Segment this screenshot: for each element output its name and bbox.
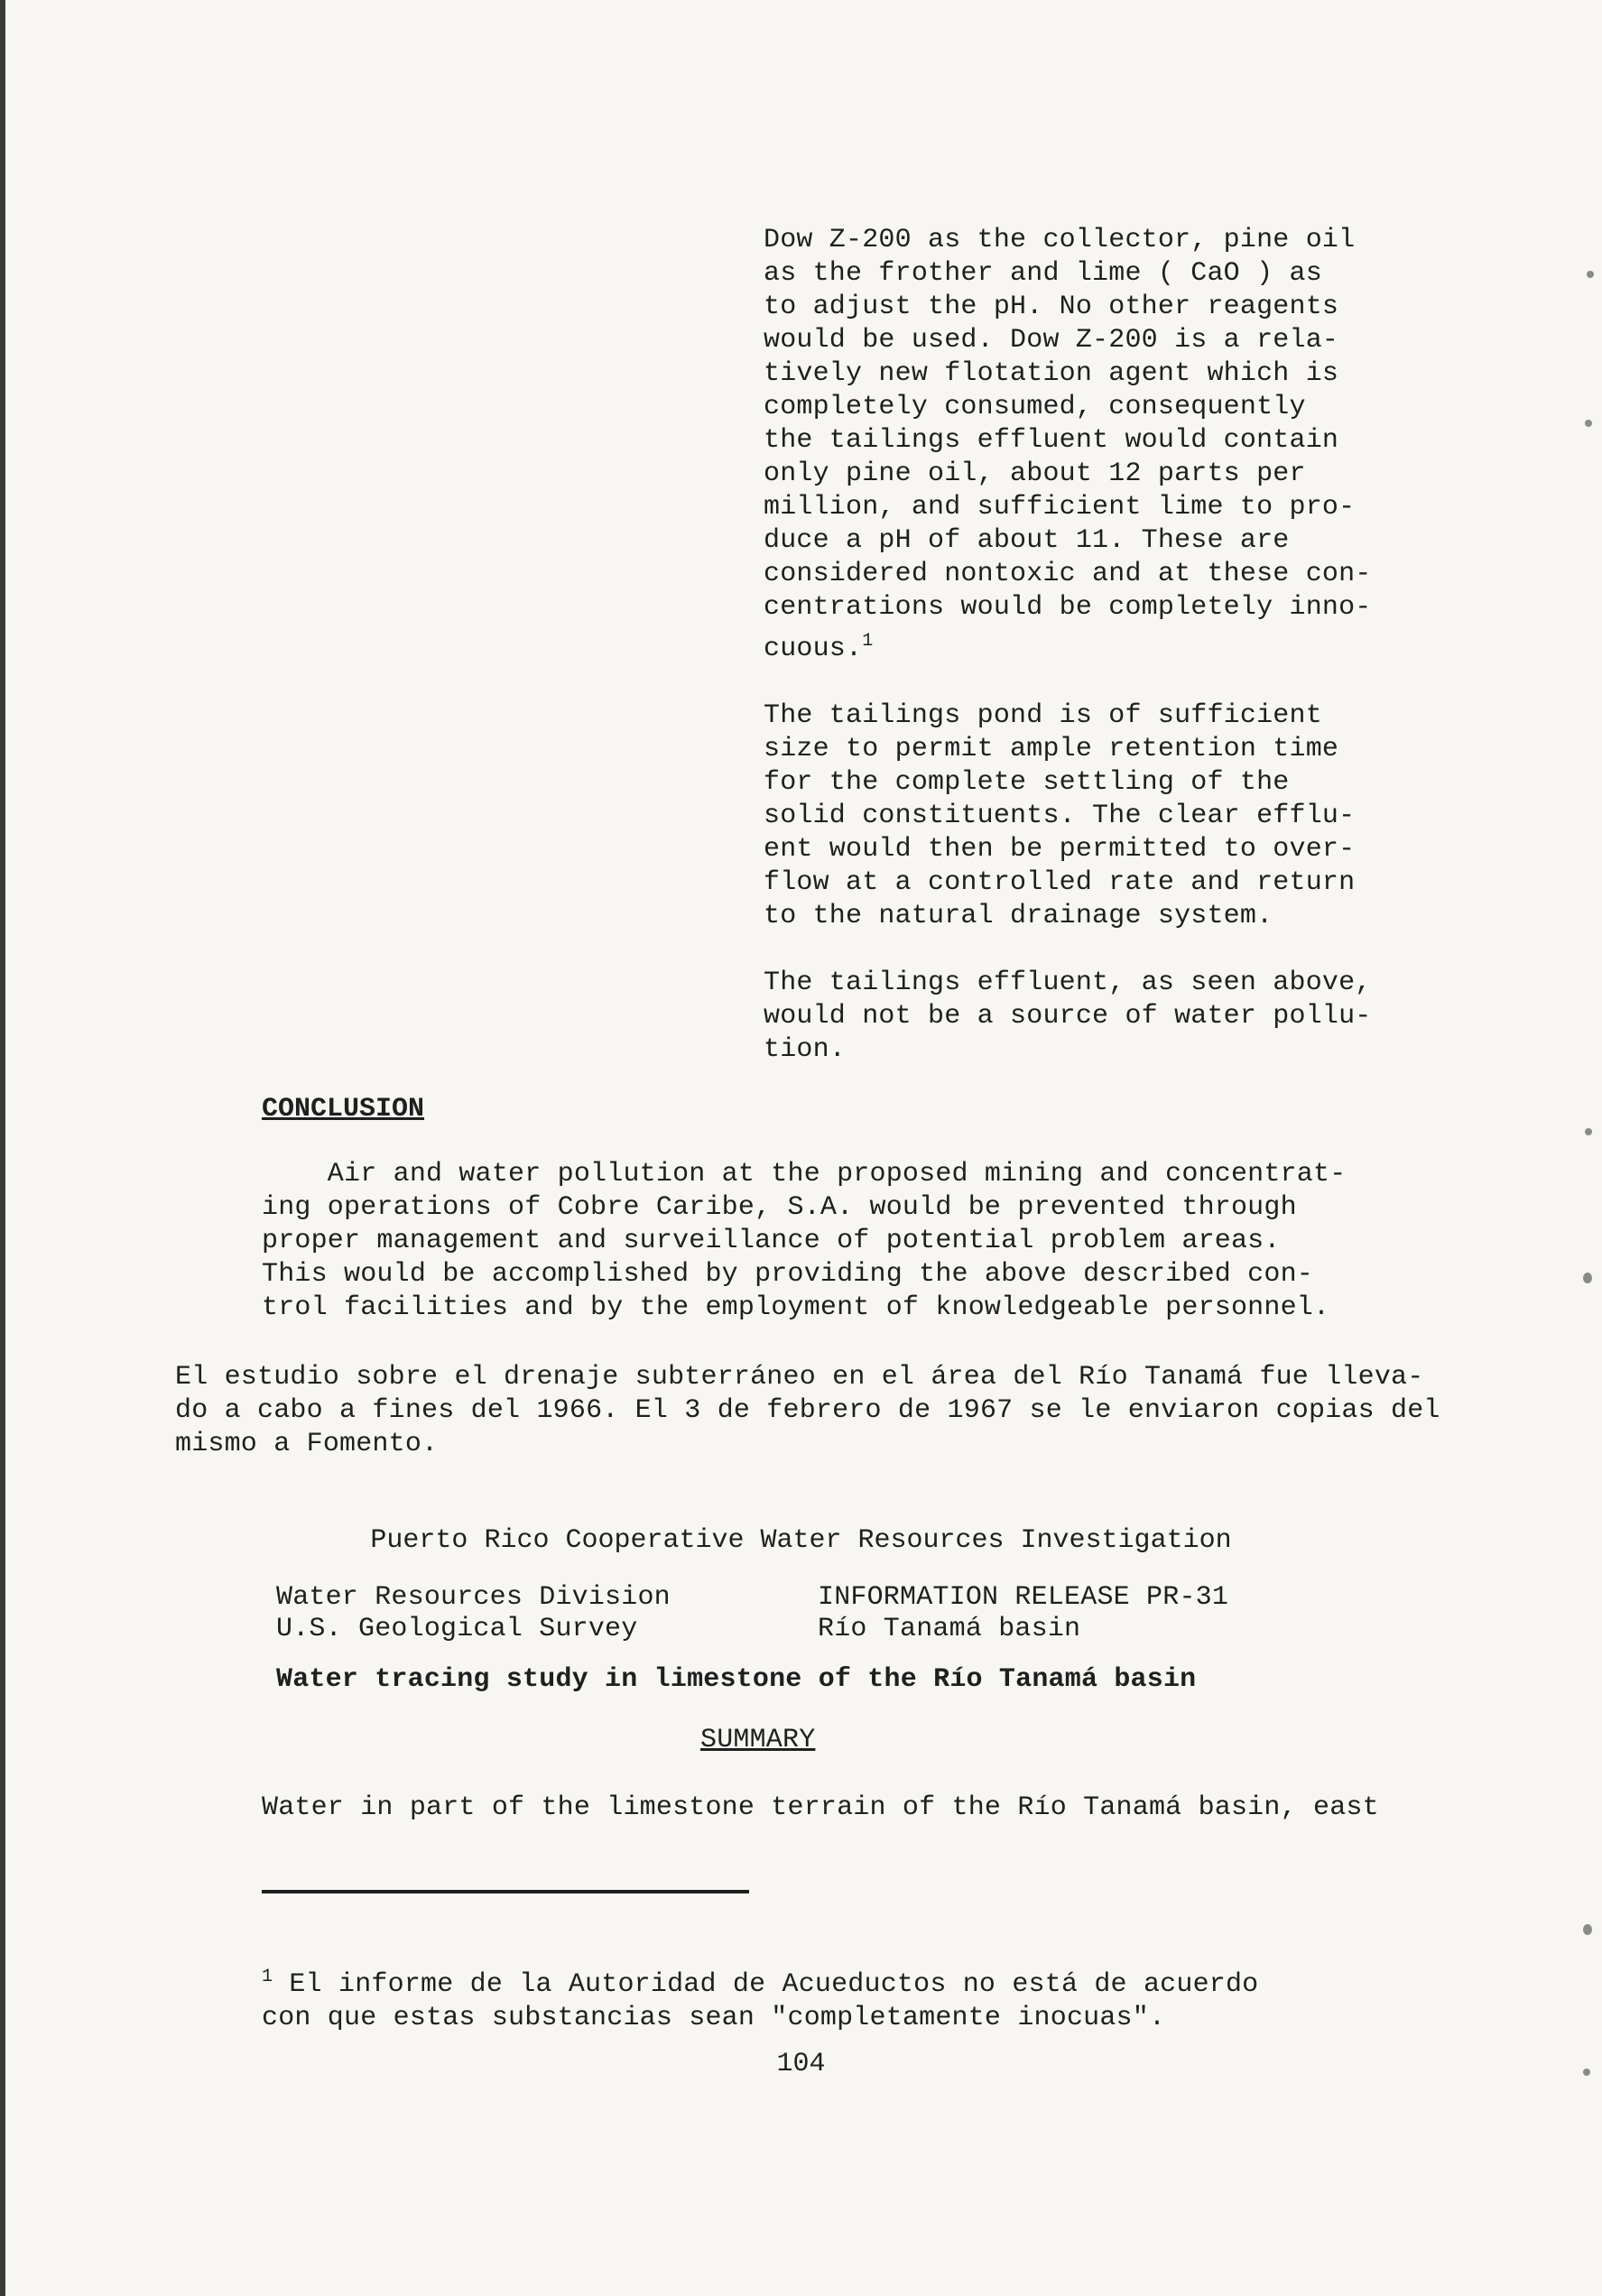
page-number: 104: [776, 2049, 826, 2079]
footnote-marker: 1: [262, 1967, 273, 1987]
footnote: [262, 1960, 1258, 2035]
scan-edge: [0, 0, 5, 2296]
paragraph-tailings-effluent: [764, 967, 1395, 1067]
text-line: completely consumed, consequently: [764, 392, 1306, 422]
text-line-content: cuous.: [764, 634, 863, 664]
summary-heading: SUMMARY: [700, 1725, 816, 1755]
text-line: size to permit ample retention time: [764, 734, 1339, 764]
text-line: centrations would be completely inno-: [764, 592, 1372, 623]
text-line: would be used. Dow Z-200 is a rela-: [764, 325, 1339, 356]
text-line: ing operations of Cobre Caribe, S.A. would be prevented through: [262, 1192, 1297, 1223]
footnote-line-1: [262, 1960, 1258, 2002]
text-line: do a cabo a fines del 1966. El 3 de febrero de 1967 se le enviaron copias del: [175, 1395, 1440, 1426]
release-basin: Río Tanamá basin: [818, 1614, 1081, 1644]
text-line: would not be a source of water pollu-: [764, 1001, 1372, 1032]
summary-line: Water in part of the limestone terrain of the Río Tanamá basin, east: [262, 1792, 1379, 1823]
text-line: to adjust the pH. No other reagents: [764, 292, 1339, 322]
scan-speck: [1585, 1128, 1592, 1135]
text-line: El estudio sobre el drenaje subterráneo en el área del Río Tanamá fue lleva-: [175, 1362, 1424, 1393]
text-line: The tailings pond is of sufficient: [764, 700, 1322, 731]
conclusion-paragraph: [262, 1158, 1346, 1325]
text-line: to the natural drainage system.: [764, 901, 1273, 931]
text-line: ent would then be permitted to over-: [764, 834, 1356, 865]
text-line: the tailings effluent would contain: [764, 425, 1339, 456]
paragraph-tailings-pond: [764, 699, 1395, 933]
text-line: flow at a controlled rate and return: [764, 867, 1356, 898]
text-line: only pine oil, about 12 parts per: [764, 458, 1306, 489]
release-number: INFORMATION RELEASE PR-31: [818, 1582, 1229, 1613]
right-column: [764, 224, 1395, 1100]
release-title: Puerto Rico Cooperative Water Resources Investigation: [370, 1525, 1232, 1556]
text-line: This would be accomplished by providing the above described con-: [262, 1259, 1313, 1290]
text-line: The tailings effluent, as seen above,: [764, 967, 1372, 998]
paragraph-flotation: [764, 224, 1395, 666]
text-line: considered nontoxic and at these con-: [764, 559, 1372, 589]
scan-speck: [1583, 1273, 1592, 1283]
release-division: Water Resources Division: [276, 1582, 671, 1613]
scan-speck: [1585, 420, 1592, 427]
text-line: proper management and surveillance of potential problem areas.: [262, 1226, 1281, 1256]
text-line: tion.: [764, 1034, 847, 1065]
conclusion-heading: CONCLUSION: [262, 1094, 425, 1125]
footnote-text: El informe de la Autoridad de Acueductos no está de acuerdo: [289, 1969, 1259, 2000]
text-line: mismo a Fomento.: [175, 1429, 439, 1459]
release-agency: U.S. Geological Survey: [276, 1614, 638, 1644]
text-line: solid constituents. The clear efflu-: [764, 801, 1356, 831]
text-line-last: [764, 625, 1395, 666]
text-line: duce a pH of about 11. These are: [764, 525, 1290, 556]
spanish-note: [175, 1361, 1440, 1461]
text-line: for the complete settling of the: [764, 767, 1290, 798]
text-line: trol facilities and by the employment of knowledgeable personnel.: [262, 1292, 1330, 1323]
text-line: Air and water pollution at the proposed mining and concentrat-: [262, 1159, 1347, 1190]
scan-speck: [1583, 1924, 1592, 1935]
footnote-marker: 1: [862, 631, 874, 652]
text-line: tively new flotation agent which is: [764, 358, 1339, 389]
footnote-rule: [262, 1890, 749, 1893]
text-line: as the frother and lime ( CaO ) as: [764, 258, 1322, 289]
text-line: million, and sufficient lime to pro-: [764, 492, 1356, 523]
footnote-text: con que estas substancias sean "completamente inocuas".: [262, 2003, 1166, 2033]
release-subject: Water tracing study in limestone of the Río Tanamá basin: [276, 1664, 1197, 1695]
text-line: Dow Z-200 as the collector, pine oil: [764, 225, 1356, 255]
scan-speck: [1587, 271, 1594, 278]
